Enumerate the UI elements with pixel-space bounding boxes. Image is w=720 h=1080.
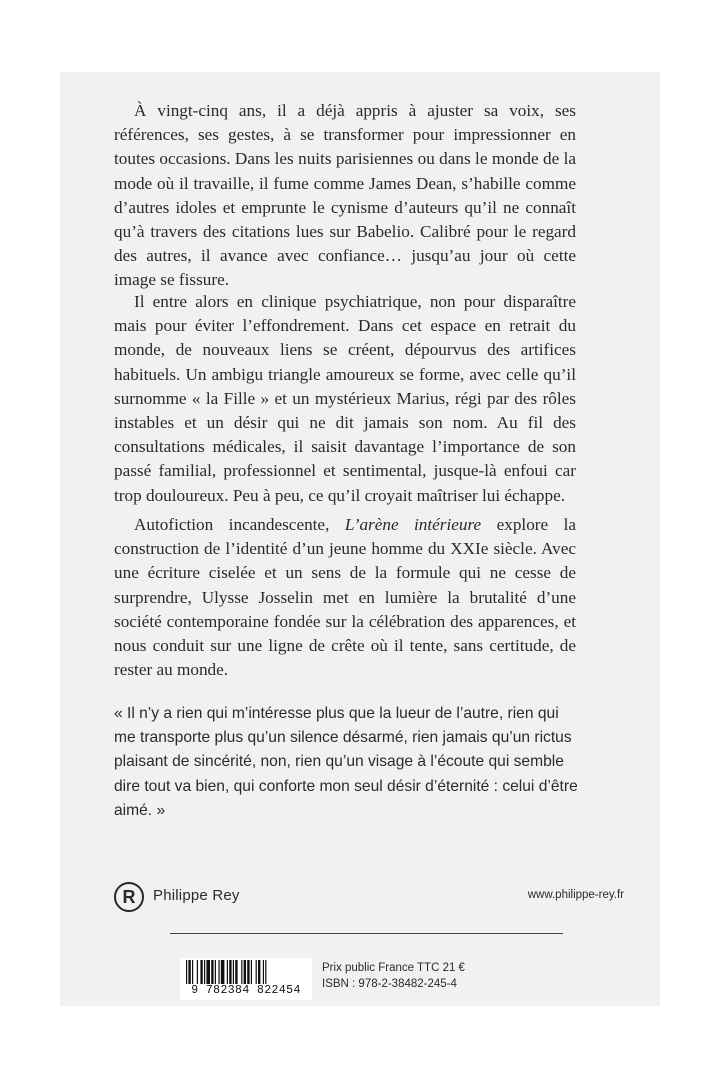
blurb-paragraph-1: À vingt-cinq ans, il a déjà appris à ajuster sa voix, ses références, ses gestes, à se transformer pour impressionner en toutes occasions. Dans les nuits parisiennes ou dans le monde de la mode où il travaille, il fume comme James Dean, s’habille comme d’autres idoles et emprunte le cynisme d’auteurs qu’il ne connaît qu’à travers des citations lues sur Babelio. Calibré pour le regard des autres, il avance avec confiance… jusqu’au jour où cette image se fissure. [114, 101, 576, 290]
isbn-line: ISBN : 978-2-38482-245-4 [322, 978, 457, 990]
barcode [180, 958, 312, 1000]
barcode-bar [192, 960, 193, 984]
barcode-bar [251, 960, 252, 984]
author-quote: « Il n’y a rien qui m’intéresse plus que la lueur de l’autre, rien qui me transporte plus qu’un silence désarmé, rien jamais qu’un rictus plaisant de sincérité, non, rien qu’un visage à l’écoute qui semble dire tout va bien, qui conforte mon seul désir d’éternité : celui d’être aimé. » [114, 705, 578, 819]
barcode-bar [229, 960, 231, 984]
barcode-bar [197, 960, 198, 984]
barcode-bar [244, 960, 246, 984]
barcode-bar [233, 960, 234, 984]
publisher-website: www.philippe-rey.fr [527, 889, 624, 901]
barcode-bar [258, 960, 260, 984]
barcode-bar [218, 960, 219, 984]
barcode-bar [227, 960, 228, 984]
price-block [322, 960, 465, 992]
blurb-paragraph-2: Il entre alors en clinique psychiatrique, non pour disparaître mais pour éviter l’effondrement. Dans cet espace en retrait du monde, de nouveaux liens se créent, dépourvus des artifices habituels. Un ambigu triangle amoureux se forme, avec celle qu’il surnomme « la Fille » et un mystérieux Marius, régi par des rôles instables et un désir qui ne dit jamais son nom. Au fil des consultations médicales, il saisit davantage l’importance de son passé familial, professionnel et sentimental, jusque-là enfoui car trop douloureux. Peu à peu, ce qu’il croyait maîtriser lui échappe. [114, 292, 576, 505]
publisher-logo-icon [114, 882, 144, 912]
barcode-bars-icon [186, 960, 306, 984]
blurb-paragraph-3 [114, 513, 576, 682]
book-title: L’arène intérieure [344, 515, 482, 534]
barcode-bar [235, 960, 237, 984]
paragraph-3-body: explore la construction de l’identité d’un jeune homme du XXIe siècle. Avec une écriture ciselée et un sens de la formule qui ne cesse de surprendre, Ulysse Josselin met en lumière la brutalité d’une société contemporaine fondée sur la célébration des apparences, et nous conduit sur une ligne de crête où il tente, sans certitude, de rester au monde. [114, 515, 576, 680]
logo-letter: R [122, 886, 136, 907]
barcode-bar [206, 960, 210, 984]
barcode-bar [188, 960, 190, 984]
divider-rule [170, 933, 563, 934]
paragraph-3-intro: Autofiction incandescente, [134, 515, 345, 534]
barcode-bar [263, 960, 264, 984]
barcode-bar [200, 960, 202, 984]
barcode-bar [186, 960, 187, 984]
publisher-name: Philippe Rey [153, 887, 240, 904]
barcode-bar [256, 960, 257, 984]
price-line: Prix public France TTC 21 € [322, 962, 465, 974]
barcode-bar [247, 960, 249, 984]
barcode-bar [215, 960, 216, 984]
barcode-bar [211, 960, 213, 984]
barcode-bar [204, 960, 205, 984]
barcode-bar [241, 960, 242, 984]
barcode-bar [265, 960, 266, 984]
barcode-bar [221, 960, 225, 984]
barcode-digits: 9 782384 822454 [180, 984, 312, 997]
